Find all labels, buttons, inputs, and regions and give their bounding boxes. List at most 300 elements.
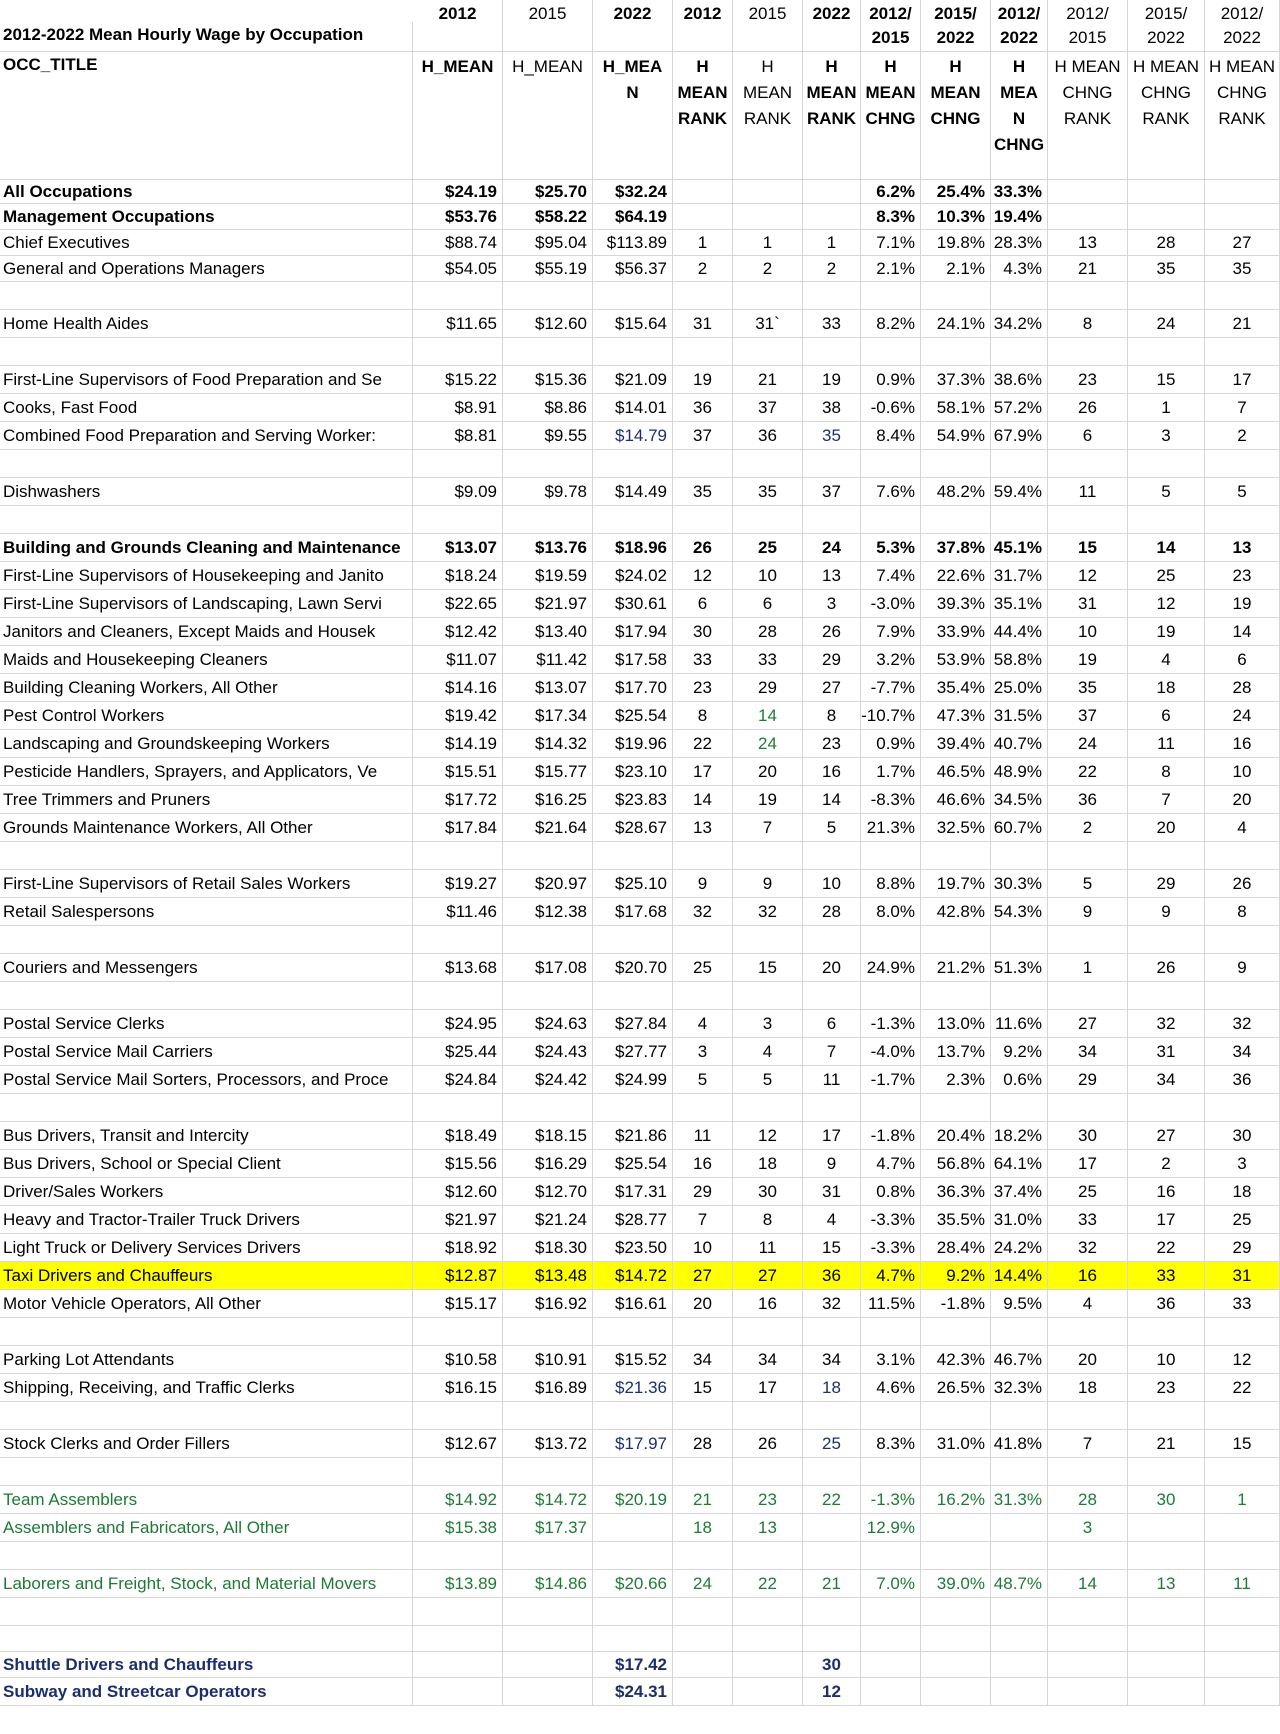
value-cell[interactable]	[921, 926, 991, 954]
value-cell[interactable]: 29	[803, 646, 861, 674]
value-cell[interactable]: 22	[1128, 1234, 1205, 1262]
value-cell[interactable]: 32	[803, 1290, 861, 1318]
value-cell[interactable]: 16	[1205, 730, 1280, 758]
value-cell[interactable]: 9	[1048, 898, 1128, 926]
value-cell[interactable]: 27	[733, 1262, 803, 1290]
value-cell[interactable]	[1128, 1678, 1205, 1706]
value-cell[interactable]	[861, 506, 921, 534]
value-cell[interactable]	[673, 1094, 733, 1122]
value-cell[interactable]	[861, 1402, 921, 1430]
value-cell[interactable]: 33	[733, 646, 803, 674]
value-cell[interactable]: 34	[1128, 1066, 1205, 1094]
value-cell[interactable]: 5	[1205, 478, 1280, 506]
value-cell[interactable]: 15	[1048, 534, 1128, 562]
value-cell[interactable]: $14.49	[593, 478, 673, 506]
value-cell[interactable]: $17.37	[503, 1514, 593, 1542]
value-cell[interactable]	[921, 1094, 991, 1122]
value-cell[interactable]: 33.9%	[921, 618, 991, 646]
value-cell[interactable]	[733, 506, 803, 534]
value-cell[interactable]	[921, 450, 991, 478]
value-cell[interactable]: 1	[1048, 954, 1128, 982]
value-cell[interactable]: 34.2%	[991, 310, 1048, 338]
value-cell[interactable]: $12.38	[503, 898, 593, 926]
occupation-cell[interactable]: Subway and Streetcar Operators	[0, 1678, 413, 1706]
value-cell[interactable]: 6	[1048, 422, 1128, 450]
value-cell[interactable]: 31.0%	[991, 1206, 1048, 1234]
occupation-cell[interactable]: Taxi Drivers and Chauffeurs	[0, 1262, 413, 1290]
value-cell[interactable]	[803, 1626, 861, 1652]
value-cell[interactable]	[593, 1458, 673, 1486]
value-cell[interactable]: 45.1%	[991, 534, 1048, 562]
value-cell[interactable]	[1048, 1598, 1128, 1626]
value-cell[interactable]	[503, 1678, 593, 1706]
value-cell[interactable]: 20.4%	[921, 1122, 991, 1150]
value-cell[interactable]: $12.60	[503, 310, 593, 338]
value-cell[interactable]: $64.19	[593, 204, 673, 230]
value-cell[interactable]: 3	[1205, 1150, 1280, 1178]
value-cell[interactable]: 35	[673, 478, 733, 506]
value-cell[interactable]	[1048, 926, 1128, 954]
value-cell[interactable]: 24	[1128, 310, 1205, 338]
value-cell[interactable]: 53.9%	[921, 646, 991, 674]
value-cell[interactable]: 21.2%	[921, 954, 991, 982]
value-cell[interactable]: $9.78	[503, 478, 593, 506]
value-cell[interactable]: 5	[673, 1066, 733, 1094]
value-cell[interactable]: $17.31	[593, 1178, 673, 1206]
value-cell[interactable]: 31	[1048, 590, 1128, 618]
value-cell[interactable]: 0.8%	[861, 1178, 921, 1206]
value-cell[interactable]: 18	[673, 1514, 733, 1542]
occupation-cell[interactable]: Combined Food Preparation and Serving Worker:	[0, 422, 413, 450]
value-cell[interactable]: 23	[1205, 562, 1280, 590]
value-cell[interactable]: 28	[673, 1430, 733, 1458]
value-cell[interactable]: $8.81	[413, 422, 503, 450]
value-cell[interactable]	[803, 1318, 861, 1346]
value-cell[interactable]: $14.72	[503, 1486, 593, 1514]
occupation-cell[interactable]: Heavy and Tractor-Trailer Truck Drivers	[0, 1206, 413, 1234]
value-cell[interactable]: 31.3%	[991, 1486, 1048, 1514]
value-cell[interactable]	[413, 282, 503, 310]
occupation-cell[interactable]: Team Assemblers	[0, 1486, 413, 1514]
value-cell[interactable]	[503, 506, 593, 534]
value-cell[interactable]: $14.79	[593, 422, 673, 450]
value-cell[interactable]: 48.7%	[991, 1570, 1048, 1598]
value-cell[interactable]: 35	[1205, 256, 1280, 282]
value-cell[interactable]: 8.8%	[861, 870, 921, 898]
value-cell[interactable]: 30	[1048, 1122, 1128, 1150]
occupation-cell[interactable]: Building and Grounds Cleaning and Maintenance	[0, 534, 413, 562]
value-cell[interactable]: $14.92	[413, 1486, 503, 1514]
value-cell[interactable]: 9.5%	[991, 1290, 1048, 1318]
value-cell[interactable]	[733, 926, 803, 954]
value-cell[interactable]	[861, 1094, 921, 1122]
value-cell[interactable]: $13.76	[503, 534, 593, 562]
value-cell[interactable]	[503, 282, 593, 310]
value-cell[interactable]: 64.1%	[991, 1150, 1048, 1178]
value-cell[interactable]: 21	[673, 1486, 733, 1514]
value-cell[interactable]: 4.6%	[861, 1374, 921, 1402]
value-cell[interactable]: 8.3%	[861, 204, 921, 230]
value-cell[interactable]: $21.86	[593, 1122, 673, 1150]
value-cell[interactable]: 3.2%	[861, 646, 921, 674]
value-cell[interactable]: 25	[673, 954, 733, 982]
value-cell[interactable]: 13.7%	[921, 1038, 991, 1066]
value-cell[interactable]: 19.8%	[921, 230, 991, 256]
value-cell[interactable]: $55.19	[503, 256, 593, 282]
value-cell[interactable]	[733, 1678, 803, 1706]
occupation-cell[interactable]: Stock Clerks and Order Fillers	[0, 1430, 413, 1458]
value-cell[interactable]	[1128, 180, 1205, 204]
value-cell[interactable]: $13.40	[503, 618, 593, 646]
value-cell[interactable]: 33	[803, 310, 861, 338]
value-cell[interactable]: -4.0%	[861, 1038, 921, 1066]
value-cell[interactable]	[503, 1598, 593, 1626]
value-cell[interactable]: 39.3%	[921, 590, 991, 618]
value-cell[interactable]: 6	[673, 590, 733, 618]
value-cell[interactable]: 32	[1128, 1010, 1205, 1038]
value-cell[interactable]: 2	[673, 256, 733, 282]
value-cell[interactable]	[413, 1678, 503, 1706]
value-cell[interactable]: $18.92	[413, 1234, 503, 1262]
value-cell[interactable]: 23	[1128, 1374, 1205, 1402]
value-cell[interactable]: 33	[1048, 1206, 1128, 1234]
value-cell[interactable]	[1205, 180, 1280, 204]
value-cell[interactable]: 1	[733, 230, 803, 256]
value-cell[interactable]: 30	[803, 1652, 861, 1678]
value-cell[interactable]: 20	[733, 758, 803, 786]
value-cell[interactable]	[991, 926, 1048, 954]
value-cell[interactable]: 10	[733, 562, 803, 590]
value-cell[interactable]	[733, 1318, 803, 1346]
value-cell[interactable]: $11.46	[413, 898, 503, 926]
occupation-cell[interactable]: Postal Service Mail Carriers	[0, 1038, 413, 1066]
value-cell[interactable]: 6	[1205, 646, 1280, 674]
value-cell[interactable]	[673, 506, 733, 534]
value-cell[interactable]	[1128, 1094, 1205, 1122]
value-cell[interactable]: 10	[1205, 758, 1280, 786]
occupation-cell[interactable]: Home Health Aides	[0, 310, 413, 338]
value-cell[interactable]: 22.6%	[921, 562, 991, 590]
value-cell[interactable]: 21	[1128, 1430, 1205, 1458]
value-cell[interactable]: 34	[1048, 1038, 1128, 1066]
value-cell[interactable]: $10.58	[413, 1346, 503, 1374]
occupation-cell[interactable]	[0, 1542, 413, 1570]
value-cell[interactable]: 13	[1128, 1570, 1205, 1598]
value-cell[interactable]: 23	[1048, 366, 1128, 394]
value-cell[interactable]: 11	[803, 1066, 861, 1094]
occupation-cell[interactable]: Tree Trimmers and Pruners	[0, 786, 413, 814]
value-cell[interactable]	[803, 506, 861, 534]
value-cell[interactable]: $21.24	[503, 1206, 593, 1234]
value-cell[interactable]: 38.6%	[991, 366, 1048, 394]
value-cell[interactable]: 19	[1128, 618, 1205, 646]
value-cell[interactable]	[921, 1652, 991, 1678]
value-cell[interactable]	[1048, 1652, 1128, 1678]
value-cell[interactable]	[803, 1094, 861, 1122]
value-cell[interactable]: 34	[1205, 1038, 1280, 1066]
value-cell[interactable]: 4	[673, 1010, 733, 1038]
value-cell[interactable]: $15.36	[503, 366, 593, 394]
value-cell[interactable]	[1128, 282, 1205, 310]
value-cell[interactable]: 15	[1128, 366, 1205, 394]
value-cell[interactable]: 38	[803, 394, 861, 422]
value-cell[interactable]: 13	[733, 1514, 803, 1542]
value-cell[interactable]	[991, 1094, 1048, 1122]
value-cell[interactable]: $88.74	[413, 230, 503, 256]
value-cell[interactable]	[921, 1678, 991, 1706]
occupation-cell[interactable]	[0, 1598, 413, 1626]
value-cell[interactable]: 23	[733, 1486, 803, 1514]
value-cell[interactable]: $14.19	[413, 730, 503, 758]
value-cell[interactable]	[503, 1094, 593, 1122]
value-cell[interactable]: $17.72	[413, 786, 503, 814]
value-cell[interactable]: 2	[733, 256, 803, 282]
value-cell[interactable]: 6	[733, 590, 803, 618]
value-cell[interactable]	[991, 1402, 1048, 1430]
value-cell[interactable]: $23.83	[593, 786, 673, 814]
value-cell[interactable]: 31	[803, 1178, 861, 1206]
value-cell[interactable]: 24.2%	[991, 1234, 1048, 1262]
value-cell[interactable]: 20	[1048, 1346, 1128, 1374]
value-cell[interactable]: 25	[733, 534, 803, 562]
value-cell[interactable]: $16.89	[503, 1374, 593, 1402]
value-cell[interactable]: $19.59	[503, 562, 593, 590]
value-cell[interactable]: 12	[1128, 590, 1205, 618]
value-cell[interactable]	[733, 842, 803, 870]
value-cell[interactable]: 12	[803, 1678, 861, 1706]
value-cell[interactable]: 10	[673, 1234, 733, 1262]
value-cell[interactable]: 7	[673, 1206, 733, 1234]
value-cell[interactable]: 15	[1205, 1430, 1280, 1458]
value-cell[interactable]	[1205, 338, 1280, 366]
value-cell[interactable]: 47.3%	[921, 702, 991, 730]
value-cell[interactable]: 26	[1205, 870, 1280, 898]
value-cell[interactable]: 13	[1048, 230, 1128, 256]
value-cell[interactable]: $12.87	[413, 1262, 503, 1290]
occupation-cell[interactable]	[0, 1458, 413, 1486]
value-cell[interactable]: 42.3%	[921, 1346, 991, 1374]
value-cell[interactable]	[861, 450, 921, 478]
value-cell[interactable]: 36	[733, 422, 803, 450]
value-cell[interactable]	[991, 982, 1048, 1010]
value-cell[interactable]	[673, 1678, 733, 1706]
value-cell[interactable]	[593, 282, 673, 310]
value-cell[interactable]	[413, 842, 503, 870]
value-cell[interactable]	[673, 1318, 733, 1346]
value-cell[interactable]	[1128, 1652, 1205, 1678]
value-cell[interactable]: $15.17	[413, 1290, 503, 1318]
value-cell[interactable]: -3.0%	[861, 590, 921, 618]
value-cell[interactable]: $16.25	[503, 786, 593, 814]
value-cell[interactable]: 25	[1128, 562, 1205, 590]
value-cell[interactable]: 14	[1128, 534, 1205, 562]
value-cell[interactable]: 13	[803, 562, 861, 590]
value-cell[interactable]: 6.2%	[861, 180, 921, 204]
value-cell[interactable]	[733, 1652, 803, 1678]
value-cell[interactable]	[503, 1402, 593, 1430]
value-cell[interactable]: 8	[1128, 758, 1205, 786]
value-cell[interactable]: $17.94	[593, 618, 673, 646]
value-cell[interactable]: 1	[1128, 394, 1205, 422]
occupation-cell[interactable]: Light Truck or Delivery Services Drivers	[0, 1234, 413, 1262]
value-cell[interactable]: $27.84	[593, 1010, 673, 1038]
value-cell[interactable]: 13	[673, 814, 733, 842]
value-cell[interactable]: 31.7%	[991, 562, 1048, 590]
value-cell[interactable]: $19.42	[413, 702, 503, 730]
value-cell[interactable]	[991, 1598, 1048, 1626]
value-cell[interactable]	[921, 1318, 991, 1346]
value-cell[interactable]: $10.91	[503, 1346, 593, 1374]
value-cell[interactable]: 32	[733, 898, 803, 926]
value-cell[interactable]: 23	[803, 730, 861, 758]
value-cell[interactable]	[1205, 204, 1280, 230]
value-cell[interactable]: 30.3%	[991, 870, 1048, 898]
value-cell[interactable]	[673, 204, 733, 230]
value-cell[interactable]: 17	[673, 758, 733, 786]
value-cell[interactable]	[733, 1402, 803, 1430]
value-cell[interactable]: $28.67	[593, 814, 673, 842]
value-cell[interactable]: 7	[1128, 786, 1205, 814]
value-cell[interactable]: 22	[803, 1486, 861, 1514]
value-cell[interactable]	[1048, 450, 1128, 478]
value-cell[interactable]: $18.24	[413, 562, 503, 590]
value-cell[interactable]	[1048, 1094, 1128, 1122]
value-cell[interactable]: $14.72	[593, 1262, 673, 1290]
value-cell[interactable]: 6	[803, 1010, 861, 1038]
value-cell[interactable]: 2	[1048, 814, 1128, 842]
value-cell[interactable]: 34	[733, 1346, 803, 1374]
value-cell[interactable]	[593, 1318, 673, 1346]
value-cell[interactable]: $24.43	[503, 1038, 593, 1066]
value-cell[interactable]: 28.4%	[921, 1234, 991, 1262]
value-cell[interactable]: $16.61	[593, 1290, 673, 1318]
value-cell[interactable]: 34.5%	[991, 786, 1048, 814]
value-cell[interactable]: 25	[1048, 1178, 1128, 1206]
value-cell[interactable]: 39.4%	[921, 730, 991, 758]
occupation-cell[interactable]: Postal Service Mail Sorters, Processors, and Proce	[0, 1066, 413, 1094]
value-cell[interactable]: 28	[1048, 1486, 1128, 1514]
value-cell[interactable]	[861, 1318, 921, 1346]
value-cell[interactable]	[733, 1094, 803, 1122]
value-cell[interactable]	[921, 1514, 991, 1542]
value-cell[interactable]: 9	[1205, 954, 1280, 982]
value-cell[interactable]	[861, 926, 921, 954]
value-cell[interactable]: $24.42	[503, 1066, 593, 1094]
value-cell[interactable]	[413, 1598, 503, 1626]
value-cell[interactable]	[803, 1514, 861, 1542]
value-cell[interactable]	[921, 282, 991, 310]
value-cell[interactable]: 18	[1048, 1374, 1128, 1402]
value-cell[interactable]: 20	[1205, 786, 1280, 814]
value-cell[interactable]: 10	[803, 870, 861, 898]
value-cell[interactable]	[593, 1094, 673, 1122]
value-cell[interactable]	[803, 282, 861, 310]
value-cell[interactable]: 22	[1048, 758, 1128, 786]
value-cell[interactable]: 24	[733, 730, 803, 758]
value-cell[interactable]: 30	[673, 618, 733, 646]
value-cell[interactable]	[413, 506, 503, 534]
value-cell[interactable]: 60.7%	[991, 814, 1048, 842]
value-cell[interactable]: 12	[1205, 1346, 1280, 1374]
value-cell[interactable]: $23.50	[593, 1234, 673, 1262]
value-cell[interactable]: 31	[1128, 1038, 1205, 1066]
value-cell[interactable]: $23.10	[593, 758, 673, 786]
value-cell[interactable]	[1048, 1458, 1128, 1486]
value-cell[interactable]: 46.7%	[991, 1346, 1048, 1374]
value-cell[interactable]: 31	[1205, 1262, 1280, 1290]
value-cell[interactable]: 37.4%	[991, 1178, 1048, 1206]
value-cell[interactable]: $21.97	[503, 590, 593, 618]
value-cell[interactable]	[861, 1652, 921, 1678]
value-cell[interactable]	[1128, 1458, 1205, 1486]
value-cell[interactable]	[673, 1626, 733, 1652]
occupation-cell[interactable]: Building Cleaning Workers, All Other	[0, 674, 413, 702]
value-cell[interactable]: 17	[1048, 1150, 1128, 1178]
value-cell[interactable]: 35.4%	[921, 674, 991, 702]
occupation-cell[interactable]: Postal Service Clerks	[0, 1010, 413, 1038]
value-cell[interactable]: 14	[733, 702, 803, 730]
value-cell[interactable]	[1128, 1402, 1205, 1430]
value-cell[interactable]: $18.96	[593, 534, 673, 562]
value-cell[interactable]: $15.51	[413, 758, 503, 786]
value-cell[interactable]	[1205, 450, 1280, 478]
value-cell[interactable]	[673, 338, 733, 366]
value-cell[interactable]	[673, 180, 733, 204]
value-cell[interactable]: 33	[1128, 1262, 1205, 1290]
occupation-cell[interactable]: Couriers and Messengers	[0, 954, 413, 982]
value-cell[interactable]	[503, 926, 593, 954]
value-cell[interactable]: 7	[1048, 1430, 1128, 1458]
value-cell[interactable]: 7.6%	[861, 478, 921, 506]
value-cell[interactable]: 37	[733, 394, 803, 422]
value-cell[interactable]: $18.49	[413, 1122, 503, 1150]
value-cell[interactable]: $24.02	[593, 562, 673, 590]
value-cell[interactable]: $9.55	[503, 422, 593, 450]
value-cell[interactable]: 40.7%	[991, 730, 1048, 758]
value-cell[interactable]: 17	[733, 1374, 803, 1402]
value-cell[interactable]: 35.5%	[921, 1206, 991, 1234]
value-cell[interactable]: $22.65	[413, 590, 503, 618]
value-cell[interactable]: 31.0%	[921, 1430, 991, 1458]
value-cell[interactable]: $8.86	[503, 394, 593, 422]
value-cell[interactable]: 8	[1205, 898, 1280, 926]
occupation-cell[interactable]: Pest Control Workers	[0, 702, 413, 730]
value-cell[interactable]: $14.16	[413, 674, 503, 702]
value-cell[interactable]	[1205, 842, 1280, 870]
value-cell[interactable]	[593, 982, 673, 1010]
value-cell[interactable]: 21	[733, 366, 803, 394]
occupation-cell[interactable]: Dishwashers	[0, 478, 413, 506]
value-cell[interactable]: 28	[803, 898, 861, 926]
value-cell[interactable]: $12.67	[413, 1430, 503, 1458]
occupation-cell[interactable]: Driver/Sales Workers	[0, 1178, 413, 1206]
value-cell[interactable]	[861, 982, 921, 1010]
value-cell[interactable]: 4	[1128, 646, 1205, 674]
value-cell[interactable]: 54.9%	[921, 422, 991, 450]
value-cell[interactable]	[991, 842, 1048, 870]
value-cell[interactable]: 24.9%	[861, 954, 921, 982]
value-cell[interactable]: 3	[1048, 1514, 1128, 1542]
value-cell[interactable]: 16	[733, 1290, 803, 1318]
value-cell[interactable]	[1128, 1542, 1205, 1570]
value-cell[interactable]: 48.2%	[921, 478, 991, 506]
occupation-cell[interactable]: Grounds Maintenance Workers, All Other	[0, 814, 413, 842]
value-cell[interactable]	[1048, 982, 1128, 1010]
value-cell[interactable]: 17	[1128, 1206, 1205, 1234]
value-cell[interactable]	[413, 1458, 503, 1486]
value-cell[interactable]	[733, 982, 803, 1010]
value-cell[interactable]: $95.04	[503, 230, 593, 256]
